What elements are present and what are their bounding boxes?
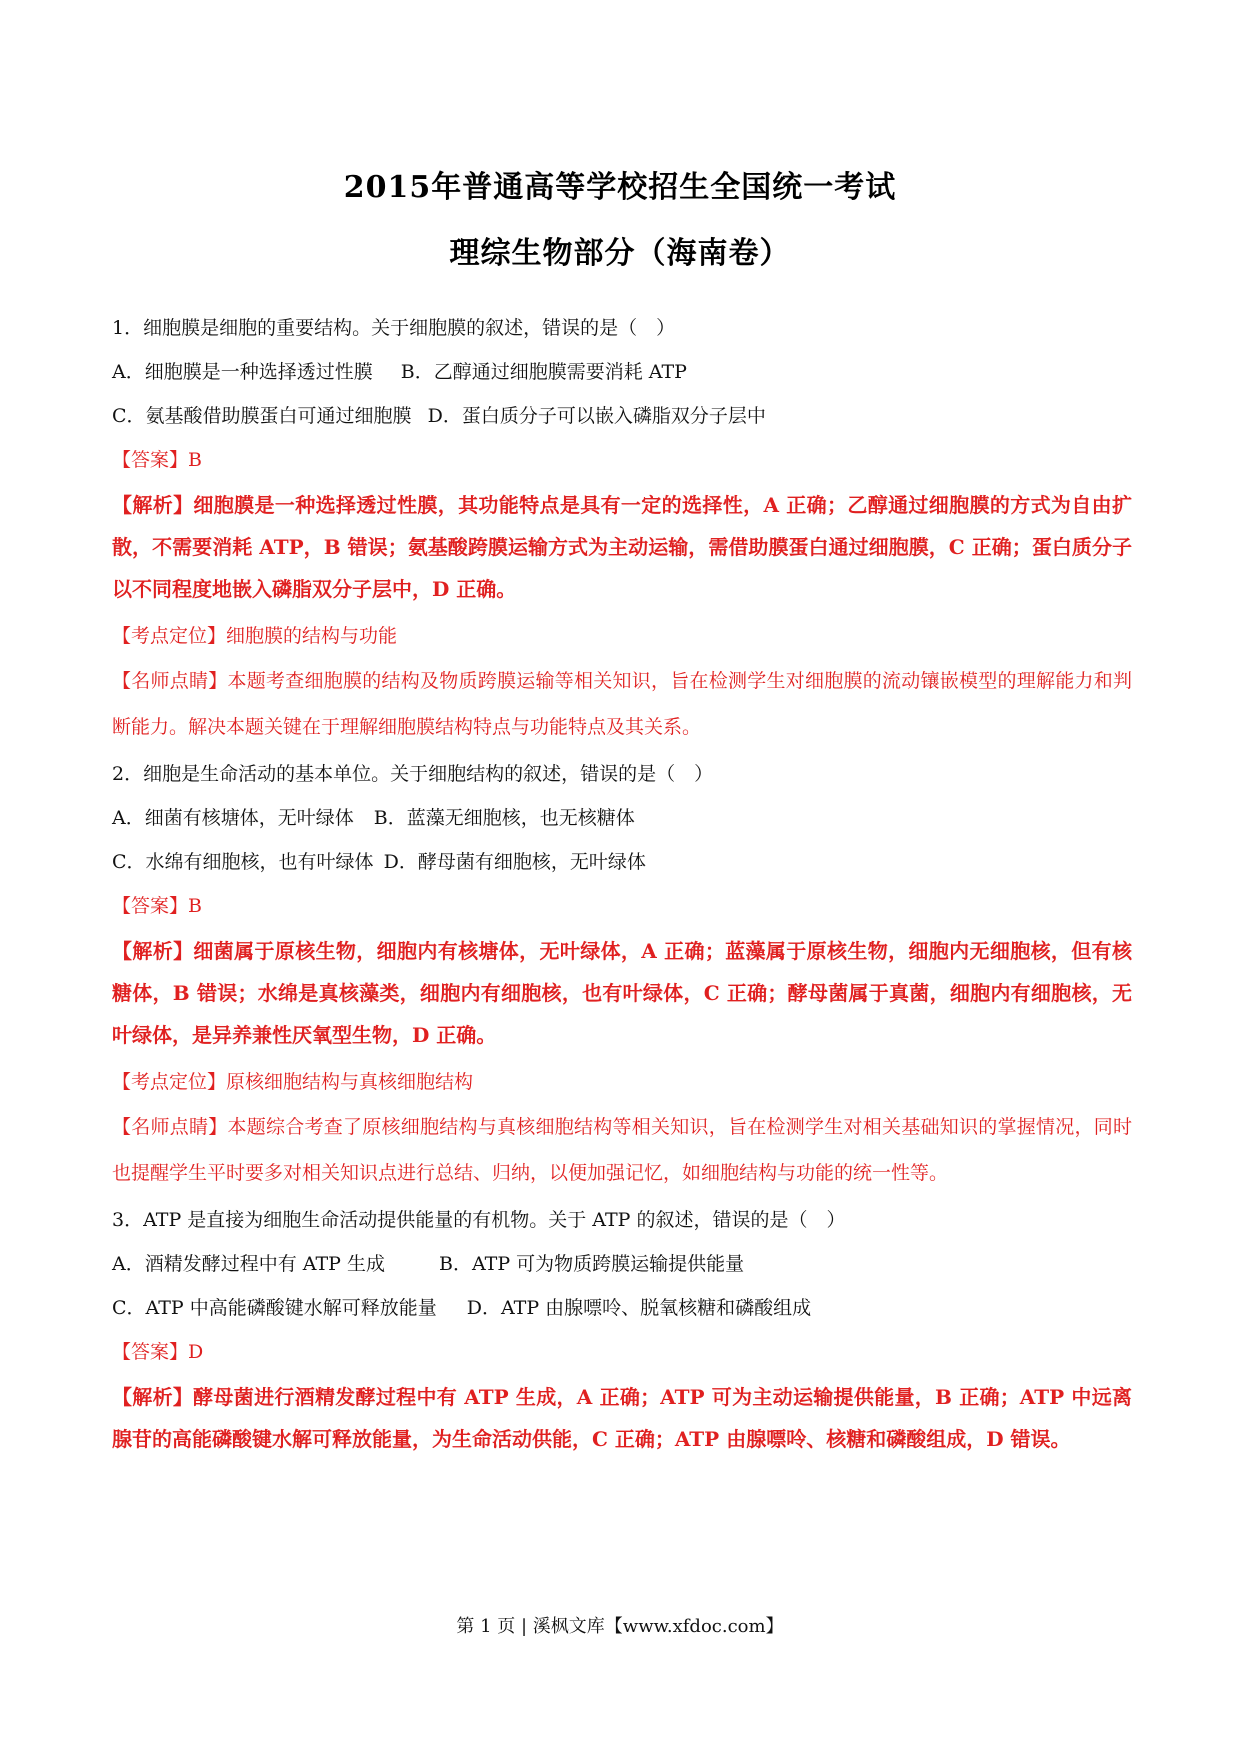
answer-line: 【答案】B <box>112 895 202 917</box>
option-c: C．水绵有细胞核，也有叶绿体 <box>112 851 374 873</box>
answer-line: 【答案】D <box>112 1341 204 1363</box>
document-subtitle: 理综生物部分（海南卷） <box>449 236 791 271</box>
question-list <box>112 306 1132 1464</box>
option-c: C．氨基酸借助膜蛋白可通过细胞膜 <box>112 405 412 427</box>
option-b: B．乙醇通过细胞膜需要消耗 ATP <box>400 361 687 383</box>
answer-line: 【答案】B <box>112 449 202 471</box>
option-b: B．蓝藻无细胞核，也无核糖体 <box>373 807 635 829</box>
analysis-paragraph: 【解析】细胞膜是一种选择透过性膜，其功能特点是具有一定的选择性，A 正确；乙醇通过细胞膜的方式为自由扩散，不需要消耗 ATP，B 错误；氨基酸跨膜运输方式为主动运输，需借助膜蛋白通过细胞膜，C 正确；蛋白质分子以不同程度地嵌入磷脂双分子层中，D 正确。 <box>112 493 1132 601</box>
key-point-line: 【考点定位】原核细胞结构与真核细胞结构 <box>112 1071 474 1093</box>
document-title: 2015年普通高等学校招生全国统一考试 <box>343 170 897 205</box>
option-d: D．ATP 由腺嘌呤、脱氧核糖和磷酸组成 <box>466 1297 812 1319</box>
analysis-paragraph: 【解析】酵母菌进行酒精发酵过程中有 ATP 生成，A 正确；ATP 可为主动运输提供能量，B 正确；ATP 中远离腺苷的高能磷酸键水解可释放能量，为生命活动供能，C 正确；ATP 由腺嘌呤、核糖和磷酸组成，D 错误。 <box>112 1385 1132 1451</box>
options-row <box>112 796 1132 840</box>
question-stem: 1．细胞膜是细胞的重要结构。关于细胞膜的叙述，错误的是（ ） <box>112 317 676 339</box>
options-row <box>112 1242 1132 1286</box>
option-a: A．酒精发酵过程中有 ATP 生成 <box>112 1253 385 1275</box>
option-c: C．ATP 中高能磷酸键水解可释放能量 <box>112 1297 437 1319</box>
option-a: A．细菌有核塘体，无叶绿体 <box>112 807 354 829</box>
option-d: D．蛋白质分子可以嵌入磷脂双分子层中 <box>427 405 766 427</box>
question-3 <box>112 1198 1132 1460</box>
teacher-comment: 【名师点睛】本题考查细胞膜的结构及物质跨膜运输等相关知识，旨在检测学生对细胞膜的流动镶嵌模型的理解能力和判断能力。解决本题关键在于理解细胞膜结构特点与功能特点及其关系。 <box>112 670 1132 738</box>
option-d: D．酵母菌有细胞核，无叶绿体 <box>383 851 646 873</box>
question-stem: 2．细胞是生命活动的基本单位。关于细胞结构的叙述，错误的是（ ） <box>112 763 714 785</box>
analysis-paragraph: 【解析】细菌属于原核生物，细胞内有核塘体，无叶绿体，A 正确；蓝藻属于原核生物，细胞内无细胞核，但有核糖体，B 错误；水绵是真核藻类，细胞内有细胞核，也有叶绿体，C 正确；酵母菌属于真菌，细胞内有细胞核，无叶绿体，是异养兼性厌氧型生物，D 正确。 <box>112 939 1132 1047</box>
options-row <box>112 350 1132 394</box>
options-row <box>112 840 1132 884</box>
option-a: A．细胞膜是一种选择透过性膜 <box>112 361 373 383</box>
page-footer: 第 1 页 | 溪枫文库【www.xfdoc.com】 <box>456 1616 784 1637</box>
question-stem: 3．ATP 是直接为细胞生命活动提供能量的有机物。关于 ATP 的叙述，错误的是（ ） <box>112 1209 846 1231</box>
key-point-line: 【考点定位】细胞膜的结构与功能 <box>112 625 398 647</box>
question-1 <box>112 306 1132 750</box>
question-2 <box>112 752 1132 1196</box>
teacher-comment: 【名师点睛】本题综合考查了原核细胞结构与真核细胞结构等相关知识，旨在检测学生对相关基础知识的掌握情况，同时也提醒学生平时要多对相关知识点进行总结、归纳，以便加强记忆，如细胞结构与功能的统一性等。 <box>112 1116 1132 1184</box>
options-row <box>112 394 1132 438</box>
option-b: B．ATP 可为物质跨膜运输提供能量 <box>439 1253 745 1275</box>
options-row <box>112 1286 1132 1330</box>
